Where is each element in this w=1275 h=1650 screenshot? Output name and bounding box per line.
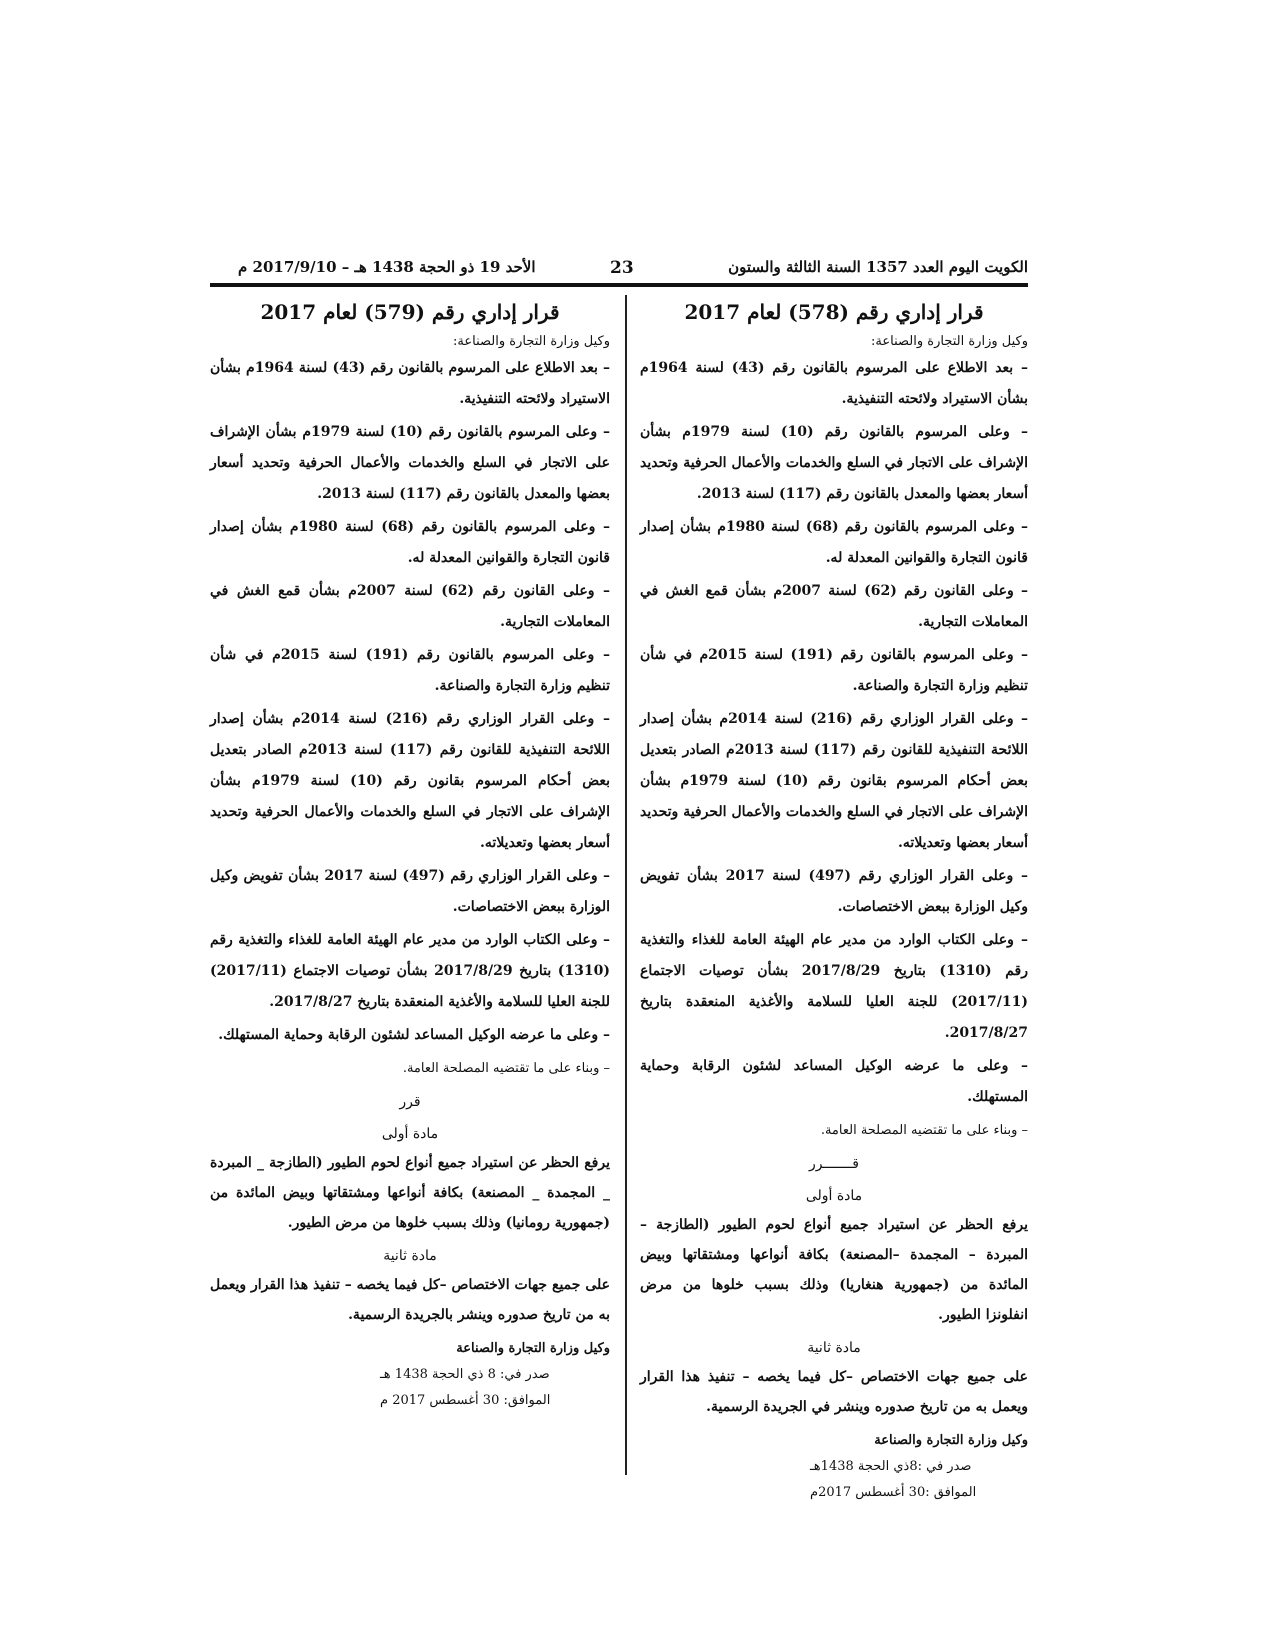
preamble-clause: – وعلى ما عرضه الوكيل المساعد لشئون الرقابة وحماية المستهلك. xyxy=(218,1027,610,1043)
preamble-clause: – وعلى المرسوم بالقانون رقم (191) لسنة 2015م في شأن تنظيم وزارة التجارة والصناعة. xyxy=(210,647,610,694)
page-number: 23 xyxy=(610,258,634,278)
page-header xyxy=(210,258,1028,282)
preamble-clause: – وبناء على ما تقتضيه المصلحة العامة. xyxy=(820,1123,1028,1138)
decision-579 xyxy=(210,300,610,1414)
decision-title: قرار إداري رقم (578) لعام 2017 xyxy=(684,300,984,324)
article-text: يرفع الحظر عن استيراد جميع أنواع لحوم الطيور (الطازجة –المبردة – المجمدة –المصنعة) بكافة أنواعها ومشتقاتها وبيض المائدة من (جمهورية هنغاريا) وذلك بسبب خلوها من مرض انفلونزا الطيور. xyxy=(640,1217,1028,1323)
issuer: وكيل وزارة التجارة والصناعة: xyxy=(871,334,1028,349)
article-heading: مادة أولى xyxy=(805,1188,863,1204)
issuer: وكيل وزارة التجارة والصناعة: xyxy=(453,334,610,349)
article-heading: مادة ثانية xyxy=(383,1248,437,1264)
preamble-clause: – وعلى ما عرضه الوكيل المساعد لشئون الرقابة وحماية المستهلك. xyxy=(640,1058,1028,1105)
signer: وكيل وزارة التجارة والصناعة xyxy=(456,1341,610,1356)
decision-word: قـــــــرر xyxy=(809,1156,859,1172)
preamble-clause: – وعلى الكتاب الوارد من مدير عام الهيئة العامة للغذاء والتغذية رقم (1310) بتاريخ 2017/8/29 بشأن توصيات الاجتماع (2017/11) للجنة العليا للسلامة والأغذية المنعقدة بتاريخ 2017/8/27. xyxy=(210,932,610,1010)
preamble-clause: – وعلى المرسوم بالقانون رقم (68) لسنة 1980م بشأن إصدار قانون التجارة والقوانين المعدلة له. xyxy=(210,519,611,566)
header-issue: الكويت اليوم العدد 1357 السنة الثالثة والستون xyxy=(728,258,1028,276)
preamble-clause: – وعلى القانون رقم (62) لسنة 2007م بشأن قمع الغش في المعاملات التجارية. xyxy=(210,583,610,630)
article-text: يرفع الحظر عن استيراد جميع أنواع لحوم الطيور (الطازجة _ المبردة _ المجمدة _ المصنعة) بكافة أنواعها ومشتقاتها وبيض المائدة من (جمهورية رومانيا) وذلك بسبب خلوها من مرض الطيور. xyxy=(210,1155,610,1231)
preamble-clause: – وعلى الكتاب الوارد من مدير عام الهيئة العامة للغذاء والتغذية رقم (1310) بتاريخ 2017/8/29 بشأن توصيات الاجتماع (2017/11) للجنة العليا للسلامة والأغذية المنعقدة بتاريخ 2017/8/27. xyxy=(640,932,1028,1041)
column-divider xyxy=(625,295,627,1475)
article-heading: مادة أولى xyxy=(381,1126,439,1142)
preamble-clause: – وعلى المرسوم بالقانون رقم (191) لسنة 2015م في شأن تنظيم وزارة التجارة والصناعة. xyxy=(640,647,1029,694)
header-rule xyxy=(210,283,1028,287)
article-text: على جميع جهات الاختصاص –كل فيما يخصه – تنفيذ هذا القرار ويعمل به من تاريخ صدوره وينشر بالجريدة الرسمية. xyxy=(210,1277,610,1323)
decision-title: قرار إداري رقم (579) لعام 2017 xyxy=(260,300,560,324)
preamble-clause: – وعلى القرار الوزاري رقم (216) لسنة 2014م بشأن إصدار اللائحة التنفيذية للقانون رقم (117) لسنة 2013م الصادر بتعديل بعض أحكام المرسوم بقانون رقم (10) لسنة 1979م بشأن الإشراف على الاتجار في السلع والخدمات والأعمال الحرفية وتحديد أسعار بعضها وتعديلاته. xyxy=(210,711,611,851)
signer: وكيل وزارة التجارة والصناعة xyxy=(874,1433,1028,1448)
preamble-clause: – بعد الاطلاع على المرسوم بالقانون رقم (43) لسنة 1964م بشأن الاستيراد ولائحته التنفيذية. xyxy=(210,360,611,407)
preamble-clause: – وعلى القرار الوزاري رقم (216) لسنة 2014م بشأن إصدار اللائحة التنفيذية للقانون رقم (117) لسنة 2013م الصادر بتعديل بعض أحكام المرسوم بقانون رقم (10) لسنة 1979م بشأن الإشراف على الاتجار في السلع والخدمات والأعمال الحرفية وتحديد أسعار بعضها وتعديلاته. xyxy=(640,711,1029,851)
decision-578 xyxy=(640,300,1028,1506)
preamble-clause: – بعد الاطلاع على المرسوم بالقانون رقم (43) لسنة 1964م بشأن الاستيراد ولائحته التنفيذية. xyxy=(640,360,1029,407)
issued-gregorian: الموافق :30 أغسطس 2017م xyxy=(810,1485,977,1500)
preamble-clause: – وعلى القانون رقم (62) لسنة 2007م بشأن قمع الغش في المعاملات التجارية. xyxy=(640,583,1029,630)
preamble-clause: – وعلى المرسوم بالقانون رقم (10) لسنة 1979م بشأن الإشراف على الاتجار في السلع والخدمات والأعمال الحرفية وتحديد أسعار بعضها والمعدل بالقانون رقم (117) لسنة 2013. xyxy=(210,424,610,502)
article-text: على جميع جهات الاختصاص –كل فيما يخصه – تنفيذ هذا القرار ويعمل به من تاريخ صدوره وينشر في الجريدة الرسمية. xyxy=(640,1369,1028,1415)
preamble-clause: – وعلى المرسوم بالقانون رقم (10) لسنة 1979م بشأن الإشراف على الاتجار في السلع والخدمات والأعمال الحرفية وتحديد أسعار بعضها والمعدل بالقانون رقم (117) لسنة 2013. xyxy=(640,424,1028,502)
preamble-clause: – وعلى القرار الوزاري رقم (497) لسنة 2017 بشأن تفويض وكيل الوزارة ببعض الاختصاصات. xyxy=(640,868,1028,915)
decision-word: قرر xyxy=(399,1094,421,1110)
preamble-clause: – وعلى المرسوم بالقانون رقم (68) لسنة 1980م بشأن إصدار قانون التجارة والقوانين المعدلة له. xyxy=(640,519,1028,566)
preamble-clause: – وبناء على ما تقتضيه المصلحة العامة. xyxy=(402,1061,610,1076)
header-date: الأحد 19 ذو الحجة 1438 هـ – 2017/9/10 م xyxy=(238,258,536,276)
article-heading: مادة ثانية xyxy=(807,1340,861,1356)
issued-hijri: صدر في :8ذي الحجة 1438هـ xyxy=(810,1459,972,1474)
issued-gregorian: الموافق: 30 أغسطس 2017 م xyxy=(380,1393,551,1408)
issued-hijri: صدر في: 8 ذي الحجة 1438 هـ xyxy=(380,1367,550,1382)
preamble-clause: – وعلى القرار الوزاري رقم (497) لسنة 2017 بشأن تفويض وكيل الوزارة ببعض الاختصاصات. xyxy=(210,868,610,915)
